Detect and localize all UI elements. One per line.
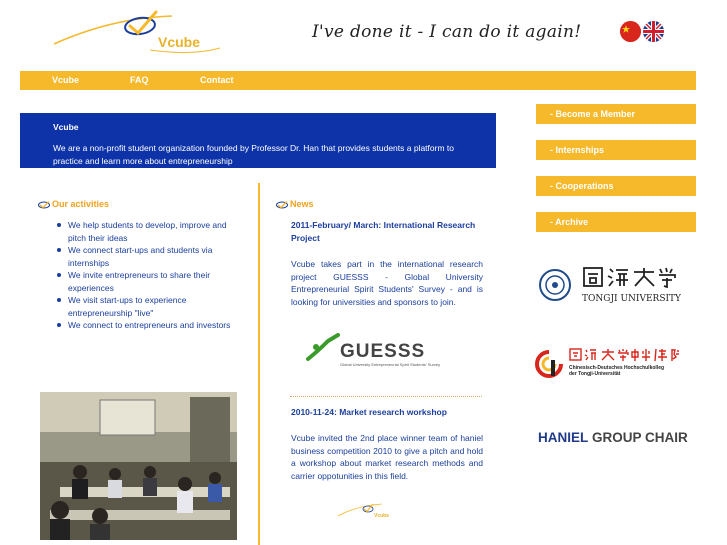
workshop-photo-image xyxy=(40,392,237,540)
vcube-small-logo xyxy=(336,502,396,524)
news-item-body: Vcube invited the 2nd place winner team of haniel business competition 2010 to give a pitch and hold a workshop about market research methods and carrier oppotunities in this field. xyxy=(291,433,483,481)
uk-flag-icon[interactable] xyxy=(643,21,664,42)
become-member-label: - Become a Member xyxy=(550,109,636,119)
guesss-wordmark: GUESSS xyxy=(340,341,426,362)
cdhk-emblem-icon xyxy=(535,350,563,378)
list-item: We connect to entrepreneurs and investors xyxy=(56,319,246,332)
internships-label: - Internships xyxy=(550,145,605,155)
list-item: We help students to develop, improve and pitch their ideas xyxy=(56,219,246,244)
news-title: News xyxy=(290,199,314,209)
vcube-logo[interactable] xyxy=(52,8,222,58)
intro-box xyxy=(20,113,496,168)
cooperations-button[interactable] xyxy=(536,176,696,196)
tongji-seal-icon xyxy=(538,268,572,302)
news-item-title[interactable]: 2011-February/ March: International Research Project xyxy=(291,220,476,243)
archive-label: - Archive xyxy=(550,217,589,227)
workshop-photo xyxy=(40,392,237,540)
check-logo-icon xyxy=(276,201,288,209)
intro-text: We are a non-profit student organization founded by Professor Dr. Han that provides students a platform to practice and learn more about entrepreneurship xyxy=(53,143,454,166)
logo-text: Vcube xyxy=(158,34,201,50)
guesss-tagline: Global University Entrepreneurial Spirit Students' Survey xyxy=(340,362,441,367)
group-chair-word: GROUP CHAIR xyxy=(592,430,688,445)
news-item-body: Vcube takes part in the international research project GUESSS - Global University Entrepreneurial Spirit Students' Survey - and is looking for universities and sponsors to join. xyxy=(291,259,483,307)
column-divider xyxy=(258,183,260,545)
nav-contact[interactable]: Contact xyxy=(200,75,234,85)
list-item: We visit start-ups to experience entrepreneurship "live" xyxy=(56,294,246,319)
haniel-word: HANIEL xyxy=(538,430,589,445)
become-member-button[interactable] xyxy=(536,104,696,124)
activities-list xyxy=(56,219,246,332)
intro-title: Vcube xyxy=(53,122,79,132)
list-item: We invite entrepreneurs to share their experiences xyxy=(56,269,246,294)
nav-vcube[interactable]: Vcube xyxy=(52,75,80,85)
nav-faq[interactable]: FAQ xyxy=(130,75,149,85)
cdhk-chinese-name-icon xyxy=(569,348,679,362)
chinese-flag-icon[interactable] xyxy=(620,21,641,42)
guesss-figure-icon xyxy=(306,333,340,363)
check-logo-icon xyxy=(38,201,50,209)
activities-heading xyxy=(38,199,109,209)
archive-button[interactable] xyxy=(536,212,696,232)
tongji-university-name: TONGJI UNIVERSITY xyxy=(582,294,681,304)
slogan: I've done it - I can do it again! xyxy=(312,22,582,42)
cdhk-german-subname: der Tongji-Universität xyxy=(569,371,621,377)
vcube-small-logo-text: Vcube xyxy=(374,513,390,519)
main-nav xyxy=(20,71,696,90)
tongji-chinese-name-icon xyxy=(582,266,678,288)
news-heading xyxy=(276,199,314,209)
internships-button[interactable] xyxy=(536,140,696,160)
tongji-university-logo[interactable] xyxy=(538,266,688,306)
news-item-title[interactable]: 2010-11-24: Market research workshop xyxy=(291,407,447,417)
cdhk-german-name: Chinesisch-Deutsches Hochschulkolleg xyxy=(569,365,665,371)
cooperations-label: - Cooperations xyxy=(550,181,614,191)
cdhk-logo[interactable] xyxy=(535,346,695,382)
news-separator xyxy=(290,396,482,397)
list-item: We connect start-ups and students via internships xyxy=(56,244,246,269)
guesss-logo[interactable] xyxy=(306,333,466,371)
haniel-group-chair-logo[interactable] xyxy=(538,430,688,445)
activities-title: Our activities xyxy=(52,199,110,209)
